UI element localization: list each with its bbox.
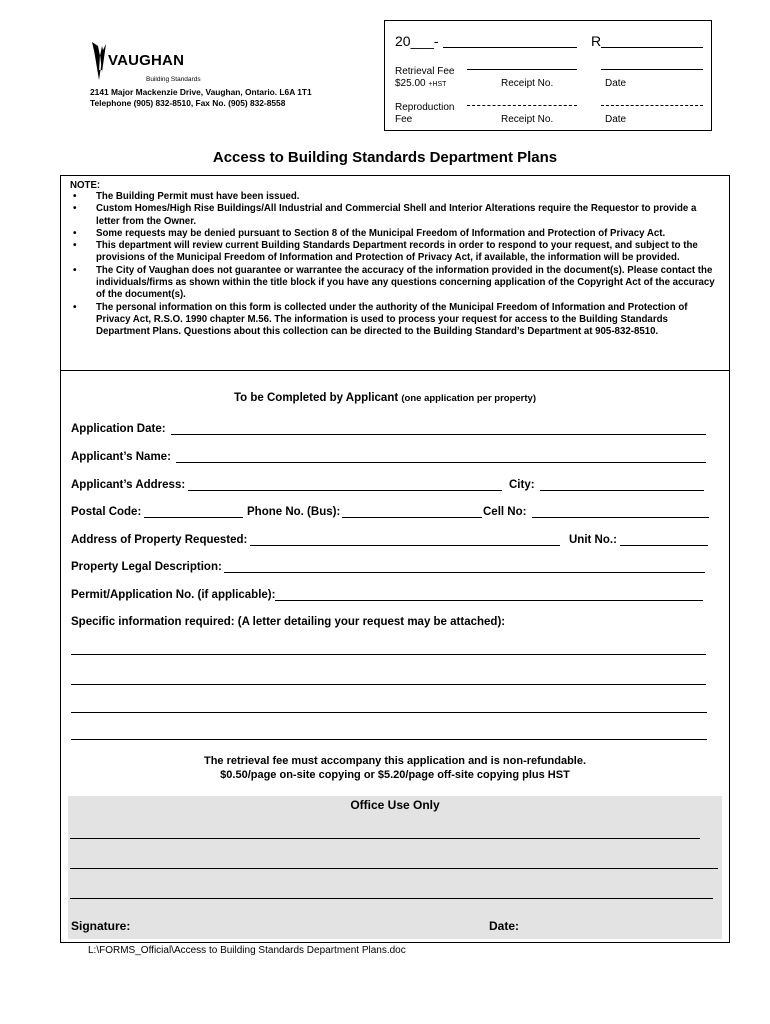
- application-date-label: Application Date:: [71, 423, 166, 435]
- permit-number-label: Permit/Application No. (if applicable):: [71, 589, 276, 601]
- date-label: Date: [605, 114, 627, 125]
- applicant-name-label: Applicant’s Name:: [71, 451, 171, 463]
- receipt-no-label: Receipt No.: [501, 114, 554, 125]
- city-label: City:: [509, 479, 535, 491]
- postal-code-label: Postal Code:: [71, 506, 142, 518]
- note-item: • The personal information on this form is collected under the authority of the Municipal Freedom of Information and Protection of Privacy Act, R.S.O. 1990 chapter M.56. The information is used to process your request for access to the Building Standards Department Plans. Questions about this collection can be directed to the Building Standard’s Department at 905-832-8510.: [70, 302, 720, 339]
- phone-bus-label: Phone No. (Bus):: [247, 506, 341, 518]
- specific-info-line[interactable]: [71, 739, 707, 740]
- legal-description-field[interactable]: [224, 572, 705, 573]
- specific-info-line[interactable]: [71, 654, 706, 655]
- fee-notice-line: The retrieval fee must accompany this application and is non-refundable.: [203, 755, 587, 767]
- note-item: • This department will review current Building Standards Department records in order to respond to your request, and subject to the provisions of the Municipal Freedom of Information and Protection of Privacy Act, if available, the information will be provided.: [70, 240, 720, 265]
- retrieval-date-line[interactable]: [601, 69, 703, 70]
- permit-number-field[interactable]: [275, 600, 703, 601]
- specific-info-label: Specific information required: (A letter detailing your request may be attached):: [71, 616, 506, 628]
- unit-field[interactable]: [620, 545, 708, 546]
- legal-description-label: Property Legal Description:: [71, 561, 222, 573]
- file-number-line[interactable]: [443, 47, 577, 48]
- office-use-line[interactable]: [70, 838, 700, 839]
- application-date-field[interactable]: [171, 434, 706, 435]
- section-divider: [60, 370, 730, 371]
- copying-rate-line: $0.50/page on-site copying or $5.20/page off-site copying plus HST: [220, 769, 570, 781]
- retrieval-fee-label: Retrieval Fee: [395, 66, 455, 77]
- office-use-line[interactable]: [70, 898, 713, 899]
- note-heading: NOTE:: [70, 180, 101, 191]
- receipt-no-label: Receipt No.: [501, 78, 554, 89]
- note-list: [70, 191, 720, 339]
- property-address-field[interactable]: [250, 545, 560, 546]
- reproduction-receipt-line[interactable]: [467, 105, 577, 106]
- phone-bus-field[interactable]: [342, 517, 482, 518]
- year-prefix: 20___-: [395, 33, 439, 49]
- cell-field[interactable]: [532, 517, 709, 518]
- r-number-line[interactable]: [601, 47, 703, 48]
- retrieval-receipt-line[interactable]: [467, 69, 577, 70]
- r-label: R: [591, 33, 602, 49]
- logo-subtitle: Building Standards: [146, 76, 201, 83]
- office-telephone: Telephone (905) 832-8510, Fax No. (905) 832-8558: [90, 98, 286, 108]
- fee-label: Fee: [395, 114, 413, 125]
- document-title: Access to Building Standards Department Plans: [212, 149, 558, 166]
- note-item: • Custom Homes/High Rise Buildings/All Industrial and Commercial Shell and Interior Alterations require the Requestor to provide a letter from the Owner.: [70, 203, 720, 228]
- note-item: • Some requests may be denied pursuant to Section 8 of the Municipal Freedom of Information and Protection of Privacy Act.: [70, 228, 720, 240]
- applicant-address-label: Applicant’s Address:: [71, 479, 186, 491]
- applicant-address-field[interactable]: [188, 490, 502, 491]
- note-item: • The Building Permit must have been issued.: [70, 191, 720, 203]
- specific-info-line[interactable]: [71, 712, 707, 713]
- office-use-line[interactable]: [70, 868, 718, 869]
- postal-code-field[interactable]: [144, 517, 243, 518]
- applicant-name-field[interactable]: [176, 462, 706, 463]
- fee-box: [384, 20, 712, 131]
- note-item: • The City of Vaughan does not guarantee or warrantee the accuracy of the information provided in the document(s). Please contact the individuals/firms as shown within the title block if you have any questions concerning application of the Copyright Act of the accuracy of the document(s).: [70, 265, 720, 302]
- file-path-footer: L:\FORMS_Official\Access to Building Standards Department Plans.doc: [88, 945, 406, 956]
- retrieval-fee-amount: $25.00 +HST: [395, 78, 447, 89]
- city-field[interactable]: [540, 490, 704, 491]
- signature-label: Signature:: [71, 919, 131, 933]
- reproduction-label: Reproduction: [395, 102, 455, 113]
- applicant-section-heading: To be Completed by Applicant (one application per property): [233, 392, 536, 404]
- office-date-label: Date:: [489, 919, 520, 933]
- date-label: Date: [605, 78, 627, 89]
- cell-label: Cell No:: [483, 506, 527, 518]
- logo-wordmark: VAUGHAN: [108, 52, 185, 69]
- reproduction-date-line[interactable]: [601, 105, 703, 106]
- office-use-title: Office Use Only: [350, 798, 440, 812]
- property-address-label: Address of Property Requested:: [71, 534, 248, 546]
- specific-info-line[interactable]: [71, 684, 706, 685]
- unit-label: Unit No.:: [569, 534, 617, 546]
- office-address: 2141 Major Mackenzie Drive, Vaughan, Ontario. L6A 1T1: [90, 87, 312, 97]
